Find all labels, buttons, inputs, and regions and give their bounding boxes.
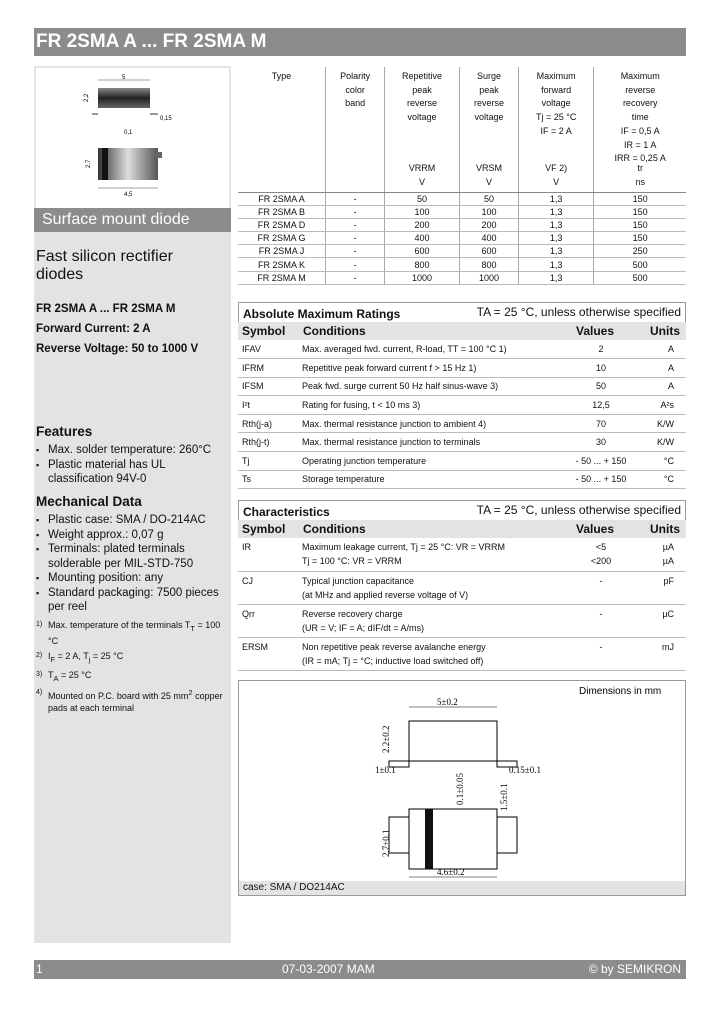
type-table-header: Type xyxy=(238,67,326,192)
list-item: ▪ Terminals: plated terminals solderable per MIL-STD-750 xyxy=(36,542,231,571)
features-list xyxy=(36,443,231,487)
package-side-view xyxy=(98,88,150,108)
table-row: Rth(j-a) Max. thermal resistance junction to ambient 4) 70 K/W xyxy=(238,414,686,433)
svg-text:2.2±0.2: 2.2±0.2 xyxy=(381,725,391,753)
forward-current: Forward Current: 2 A xyxy=(36,323,151,335)
case-label: case: SMA / DO214AC xyxy=(239,881,685,895)
footnote: 1) Max. temperature of the terminals $T_T = 100$ °C xyxy=(36,620,221,646)
abs-max-condition: TA = 25 °C, unless otherwise specified xyxy=(476,305,681,319)
table-row: IFRM Repetitive peak forward current f > 15 Hz 1) 10 A xyxy=(238,359,686,378)
char-condition: TA = 25 °C, unless otherwise specified xyxy=(476,503,681,517)
abs-max-table xyxy=(238,340,686,489)
list-item: ▪ Plastic case: SMA / DO-214AC xyxy=(36,513,231,528)
char-title: Characteristics xyxy=(243,505,330,519)
type-table xyxy=(238,67,686,285)
svg-text:5: 5 xyxy=(122,75,126,81)
table-row: Ts Storage temperature - 50 ... + 150 °C xyxy=(238,470,686,489)
type-table-header: Maximum reverse recovery time IF = 0,5 A IR = 1 A IRR = 0,25 A tr ns xyxy=(594,67,686,192)
svg-text:0,15: 0,15 xyxy=(160,116,172,122)
page-number: 1 xyxy=(36,962,43,976)
svg-text:0.15±0.1: 0.15±0.1 xyxy=(509,765,541,775)
table-row: FR 2SMA K - 800 800 1,3 500 xyxy=(238,258,686,271)
package-image xyxy=(36,68,229,210)
list-item: ▪ Mounting position: any xyxy=(36,571,231,586)
svg-text:0.1±0.05: 0.1±0.05 xyxy=(455,773,465,805)
footnote: 4) Mounted on P.C. board with 25 $mm^2$ copper pads at each terminal xyxy=(36,688,223,714)
reverse-voltage: Reverse Voltage: 50 to 1000 V xyxy=(36,343,199,355)
table-row: FR 2SMA G - 400 400 1,3 150 xyxy=(238,232,686,245)
table-row: I²t Rating for fusing, t < 10 ms 3) 12,5 A²s xyxy=(238,396,686,415)
table-row: IFSM Peak fwd. surge current 50 Hz half sinus-wave 3) 50 A xyxy=(238,377,686,396)
dim-label: Dimensions in mm xyxy=(579,686,662,697)
table-row: FR 2SMA A - 50 50 1,3 150 xyxy=(238,192,686,205)
table-row: Rth(j-t) Max. thermal resistance junction to terminals 30 K/W xyxy=(238,433,686,452)
footnote: 3) $T_A = 25$ °C xyxy=(36,669,92,683)
char-table xyxy=(238,538,686,671)
page-title: FR 2SMA A ... FR 2SMA M xyxy=(34,28,686,56)
footnotes xyxy=(36,619,231,717)
svg-text:1.5±0.1: 1.5±0.1 xyxy=(499,783,509,811)
char-title-bar xyxy=(238,500,686,520)
svg-text:5±0.2: 5±0.2 xyxy=(437,697,458,707)
svg-text:4.6±0.2: 4.6±0.2 xyxy=(437,867,465,877)
list-item: ▪ Weight approx.: 0,07 g xyxy=(36,528,231,543)
dimension-diagram xyxy=(238,680,686,896)
type-table-header: Maximum forward voltage Tj = 25 °C IF = 2 A VF 2) V xyxy=(518,67,593,192)
footer-date: 07-03-2007 MAM xyxy=(282,962,375,976)
footer xyxy=(34,960,686,979)
part-range: FR 2SMA A ... FR 2SMA M xyxy=(36,303,176,315)
surface-mount-banner: Surface mount diode xyxy=(34,208,231,232)
char-header: Symbol Conditions Values Units xyxy=(238,520,686,538)
svg-text:2,2: 2,2 xyxy=(84,93,90,102)
table-row: FR 2SMA M - 1000 1000 1,3 500 xyxy=(238,271,686,284)
table-row: ERSM Non repetitive peak reverse avalanche energy (IR = mA; Tj = °C; inductive load switched off) - mJ xyxy=(238,637,686,670)
svg-text:2.7±0.1: 2.7±0.1 xyxy=(381,829,391,857)
product-heading: Fast silicon rectifier diodes xyxy=(36,248,173,283)
mechanical-title: Mechanical Data xyxy=(36,494,142,509)
footnote: 2) $I_F = 2$ A, $T_j = 25$ °C xyxy=(36,650,124,664)
mechanical-list xyxy=(36,513,231,615)
table-row: CJ Typical junction capacitance (at MHz and applied reverse voltage of V) - pF xyxy=(238,571,686,604)
abs-max-header: Symbol Conditions Values Units xyxy=(238,322,686,340)
table-row: FR 2SMA D - 200 200 1,3 150 xyxy=(238,218,686,231)
svg-text:1±0.1: 1±0.1 xyxy=(375,765,396,775)
table-row: Qrr Reverse recovery charge (UR = V; IF = A; dIF/dt = A/ms) - µC xyxy=(238,604,686,637)
list-item: ▪ Plastic material has UL classification 94V-0 xyxy=(36,458,231,487)
features-title: Features xyxy=(36,424,93,439)
footer-copyright: © by SEMIKRON xyxy=(588,962,681,976)
table-row: IR Maximum leakage current, Tj = 25 °C: VR = VRRM Tj = 100 °C: VR = VRRM <5 <200 µA µA xyxy=(238,538,686,571)
list-item: ▪ Standard packaging: 7500 pieces per reel xyxy=(36,586,231,615)
abs-max-title-bar xyxy=(238,302,686,322)
type-table-header: Polarity color band xyxy=(326,67,385,192)
svg-text:0,1: 0,1 xyxy=(124,130,133,136)
table-row: IFAV Max. averaged fwd. current, R-load, TT = 100 °C 1) 2 A xyxy=(238,340,686,359)
svg-text:2,7: 2,7 xyxy=(86,159,92,168)
list-item: ▪ Max. solder temperature: 260°C xyxy=(36,443,231,458)
svg-text:4,5: 4,5 xyxy=(124,192,133,198)
abs-max-title: Absolute Maximum Ratings xyxy=(243,307,401,321)
type-table-header: Repetitive peak reverse voltage VRRM V xyxy=(385,67,460,192)
table-row: FR 2SMA B - 100 100 1,3 150 xyxy=(238,205,686,218)
table-row: Tj Operating junction temperature - 50 ... + 150 °C xyxy=(238,452,686,471)
table-row: FR 2SMA J - 600 600 1,3 250 xyxy=(238,245,686,258)
type-table-header: Surge peak reverse voltage VRSM V xyxy=(459,67,518,192)
